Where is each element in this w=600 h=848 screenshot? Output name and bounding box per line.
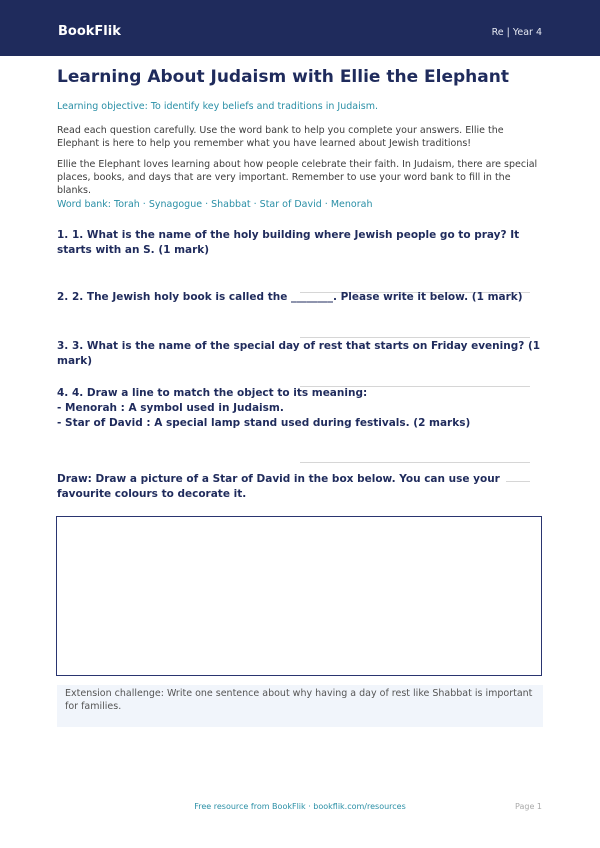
extension-challenge [57,685,543,727]
intro-paragraph-1: Read each question carefully. Use the word bank to help you complete your answers. Ellie the Elephant is here to help you remember what you have learned about Jewish traditions! [57,125,504,149]
extension-text: Extension challenge: Write one sentence about why having a day of rest like Shabbat is important for families. [65,688,533,712]
question-1: 1. 1. What is the name of the holy building where Jewish people go to pray? It starts with an S. (1 mark) [57,229,520,256]
answer-line-4[interactable] [300,462,530,463]
header-bar [0,0,600,56]
question-2: 2. 2. The Jewish holy book is called the ________. Please write it below. (1 mark) [57,291,523,303]
page-title: Learning About Judaism with Ellie the Elephant [57,67,509,87]
question-3: 3. 3. What is the name of the special day of rest that starts on Friday evening? (1 mark) [57,340,541,367]
question-4: 4. 4. Draw a line to match the object to its meaning: - Menorah : A symbol used in Judaism. - Star of David : A special lamp stand used during festivals. (2 marks) [57,387,471,429]
brand-logo: BookFlik [58,24,121,39]
answer-line-2[interactable] [300,337,530,338]
word-bank: Word bank: Torah · Synagogue · Shabbat · Star of David · Menorah [57,199,373,210]
learning-objective: Learning objective: To identify key beliefs and traditions in Judaism. [57,101,378,112]
drawing-area[interactable] [56,516,542,676]
draw-prompt: Draw: Draw a picture of a Star of David in the box below. You can use your favourite colours to decorate it. [57,473,500,500]
intro-paragraph-2: Ellie the Elephant loves learning about how people celebrate their faith. In Judaism, there are special places, books, and days that are very important. Remember to use your word bank to fill in the blanks. [57,159,538,196]
subject-year-label: Re | Year 4 [491,27,542,38]
footer-credit: Free resource from BookFlik · bookflik.com/resources [194,802,406,811]
page-number: Page 1 [515,802,542,811]
